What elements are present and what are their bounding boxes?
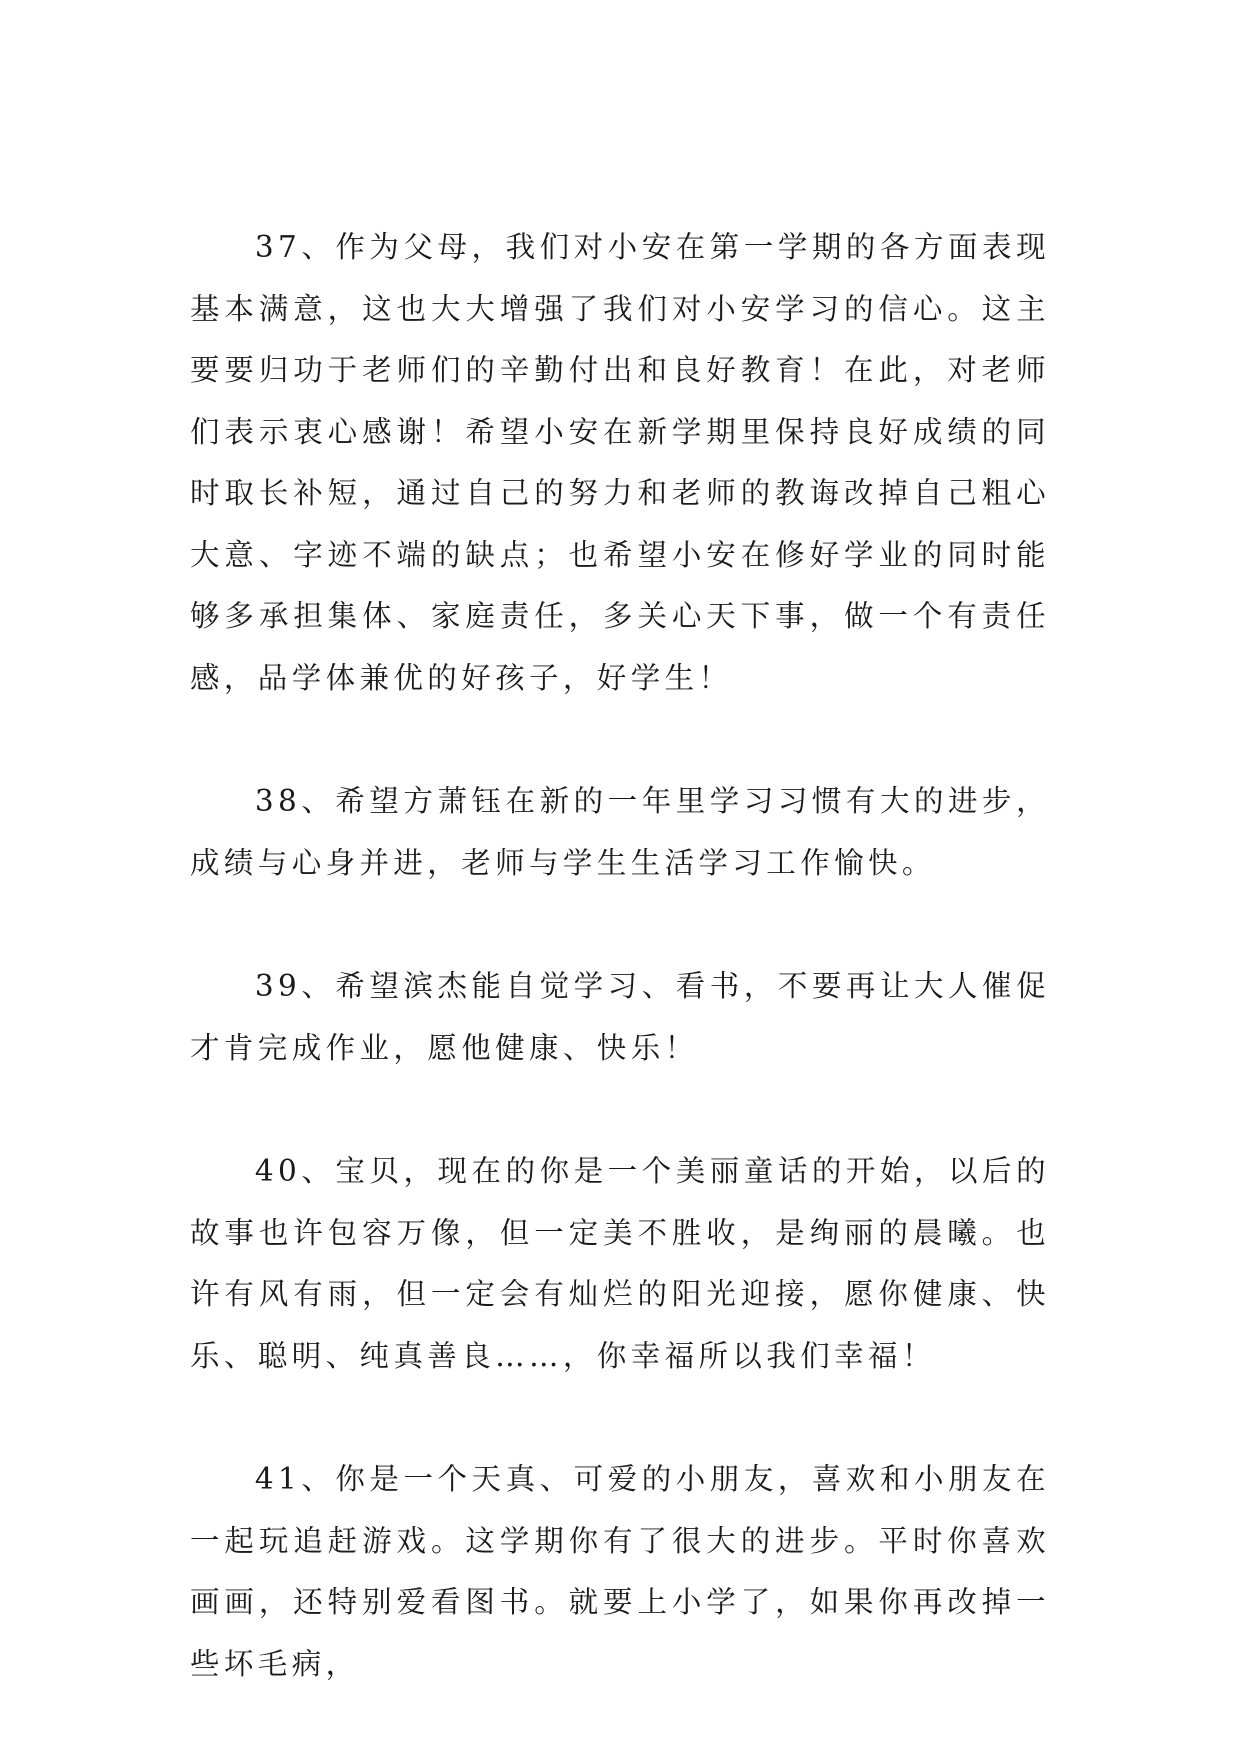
paragraph-39: 39、希望滨杰能自觉学习、看书，不要再让大人催促才肯完成作业，愿他健康、快乐！ bbox=[190, 969, 1050, 1065]
paragraph-37: 37、作为父母，我们对小安在第一学期的各方面表现基本满意，这也大大增强了我们对小安学习的信心。这主要要归功于老师们的辛勤付出和良好教育！在此，对老师们表示衷心感谢！希望小安在新学期里保持良好成绩的同时取长补短，通过自己的努力和老师的教诲改掉自己粗心大意、字迹不端的缺点；也希望小安在修好学业的同时能够多承担集体、家庭责任，多关心天下事，做一个有责任感，品学体兼优的好孩子，好学生！ bbox=[190, 230, 1050, 695]
document-body bbox=[190, 217, 1050, 1695]
paragraph-38: 38、希望方萧钰在新的一年里学习习惯有大的进步，成绩与心身并进，老师与学生生活学习工作愉快。 bbox=[190, 784, 1050, 880]
paragraph-40: 40、宝贝，现在的你是一个美丽童话的开始，以后的故事也许包容万像，但一定美不胜收，是绚丽的晨曦。也许有风有雨，但一定会有灿烂的阳光迎接，愿你健康、快乐、聪明、纯真善良……，你幸福所以我们幸福！ bbox=[190, 1154, 1050, 1373]
paragraph-41: 41、你是一个天真、可爱的小朋友，喜欢和小朋友在一起玩追赶游戏。这学期你有了很大的进步。平时你喜欢画画，还特别爱看图书。就要上小学了，如果你再改掉一些坏毛病， bbox=[190, 1462, 1050, 1681]
